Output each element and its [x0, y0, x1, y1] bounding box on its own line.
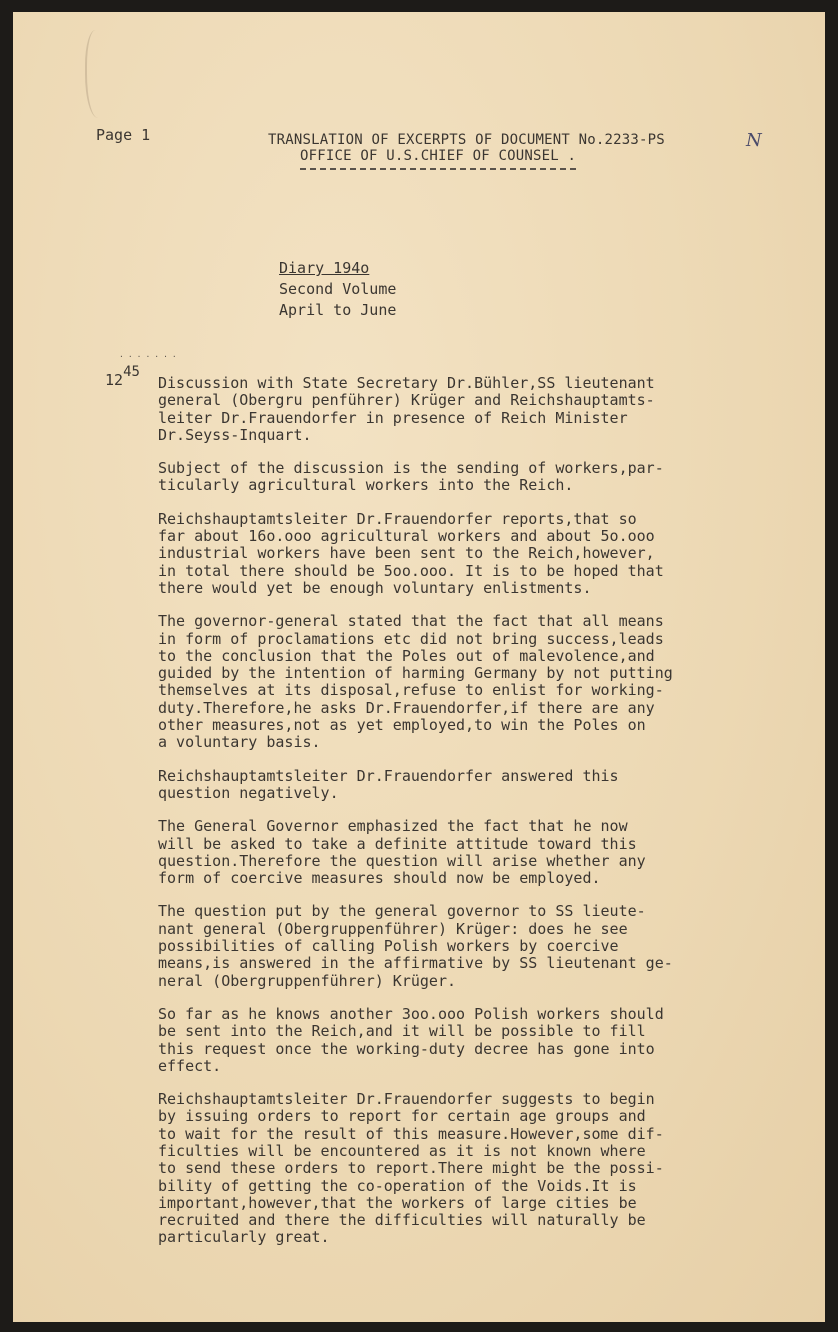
entry-hour: 12: [105, 371, 124, 389]
diary-volume: Second Volume: [279, 280, 397, 298]
paper-fold-mark: [85, 30, 111, 118]
paragraph-discussion: Discussion with State Secretary Dr.Bühler,SS lieutenant general (Obergru penführer) Krüger and Reichshauptamts- leiter Dr.Frauendorfer in presence of Reich Minister Dr.Seyss-Inquart.: [158, 374, 655, 444]
entry-minute: 45: [123, 364, 140, 380]
paragraph-governor-statement: The governor-general stated that the fact that all means in form of proclamations etc did not bring success,leads to the conclusion that the Poles out of malevolence,and guided by the intention of harming Germany by not putting themselves at its disposal,refuse to enlist for working- duty.Therefore,he asks Dr.Frauendorfer,if there are any other measures,not as yet employed,to win the Poles on a voluntary basis.: [158, 612, 673, 752]
entry-time: [105, 364, 140, 389]
paragraph-suggestion: Reichshauptamtsleiter Dr.Frauendorfer suggests to begin by issuing orders to report for certain age groups and to wait for the result of this measure.However,some dif- ficulties will be encountered as it is not known where to send these orders to report.There might be the possi- bility of getting the co-operation of the Voids.It is important,however,that the workers of large cities be recruited and there the difficulties will naturally be particularly great.: [158, 1090, 664, 1247]
document-page: [13, 12, 825, 1322]
page-number: Page 1: [96, 126, 151, 144]
document-header: [268, 130, 762, 170]
paragraph-report: Reichshauptamtsleiter Dr.Frauendorfer reports,that so far about 16o.ooo agricultural workers and about 5o.ooo industrial workers have been sent to the Reich,however, in total there should be 5oo.ooo. It is to be hoped that there would yet be enough voluntary enlistments.: [158, 509, 664, 597]
paragraph-worker-count: So far as he knows another 3oo.ooo Polish workers should be sent into the Reich,and it will be possible to fill this request once the working-duty decree has gone into effect.: [158, 1004, 664, 1075]
paragraph-subject: Subject of the discussion is the sending of workers,par- ticularly agricultural workers into the Reich.: [158, 459, 664, 495]
diary-title: Diary 194o: [279, 259, 370, 277]
document-body: [158, 375, 758, 1263]
paragraph-answer: Reichshauptamtsleiter Dr.Frauendorfer answered this question negatively.: [158, 766, 619, 802]
diary-period: April to June: [279, 301, 397, 319]
diary-heading: [279, 258, 396, 321]
header-office: OFFICE OF U.S.CHIEF OF COUNSEL .: [300, 148, 576, 170]
paragraph-question: The question put by the general governor to SS lieute- nant general (Obergruppenführer) Krüger: does he see possibilities of calling Polish workers by coercive means,is answered in the affirmative by SS lieutenant ge- neral (Obergruppenführer) Krüger.: [158, 902, 673, 990]
header-title: TRANSLATION OF EXCERPTS OF DOCUMENT No.2233-PS: [268, 132, 665, 148]
handwritten-marker: N: [746, 130, 762, 151]
entry-dotted-mark: ·······: [119, 352, 181, 361]
paragraph-coercive-measures: The General Governor emphasized the fact that he now will be asked to take a definite attitude toward this question.Therefore the question will arise whether any form of coercive measures should now be employed.: [158, 817, 646, 888]
